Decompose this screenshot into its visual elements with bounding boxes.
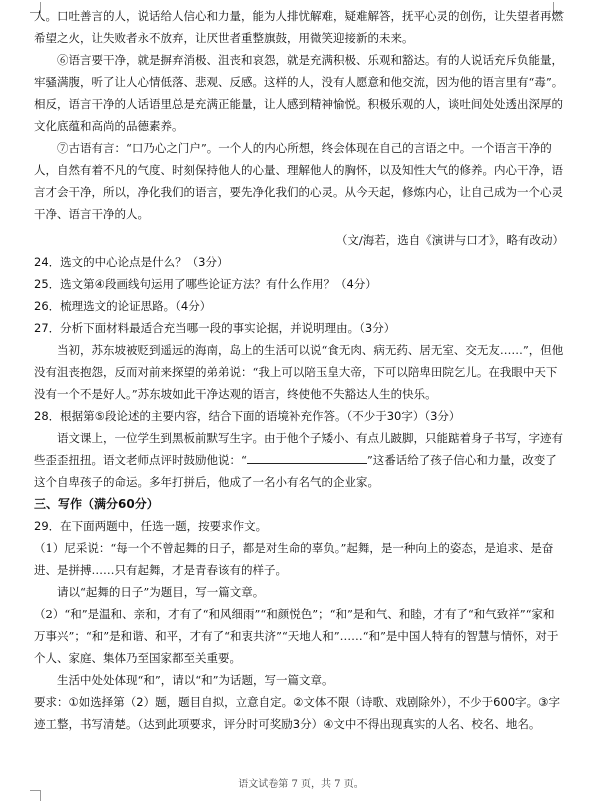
page-content	[34, 5, 564, 735]
question-28-material	[34, 427, 564, 493]
article-source: （文/海若，选自《演讲与口才》，略有改动）	[335, 233, 564, 247]
question-29: 29．在下面两题中，任选一题，按要求作文。	[34, 519, 268, 533]
writing-topic-1-prompt: 请以“起舞的日子”为题目，写一篇文章。	[57, 585, 265, 599]
crop-mark-bottom-left	[30, 790, 41, 801]
answer-blank[interactable]	[247, 451, 367, 464]
question-27: 27．分析下面材料最适合充当哪一段的事实论据，并说明理由。（3分）	[34, 321, 396, 335]
question-28-material-before: 语文课上，一位学生到黑板前默写生字。由于他个子矮小、有点儿跛脚，只能踮着身子书写，字迹有些歪歪扭扭。语文老师点评时鼓励他说：“	[34, 431, 563, 467]
article-paragraph-5-end: 人。口吐善言的人，说话给人信心和力量，能为人排忧解难，疑难解答，抚平心灵的创伤，让失望者再燃希望之火，让失败者永不放弃，让厌世者重整旗鼓，用微笑迎接新的未来。	[34, 9, 563, 45]
question-28-material-after: ”这番话给了孩子信心和力量，改变了这个自卑孩子的命运。多年打拼后，他成了一名小有名气的企业家。	[34, 453, 557, 489]
article-paragraph-7: ⑦古语有言：“口乃心之门户”。一个人的内心所想，终会体现在自己的言语之中。一个语言干净的人，自然有着不凡的气度、时刻保持他人的心量、理解他人的胸怀，以及知性大气的修养。内心干净，语言才会干净，所以，净化我们的语言，要先净化我们的心灵。从今天起，修炼内心，让自己成为一个心灵干净、语言干净的人。	[34, 141, 563, 221]
question-26: 26．梳理选文的论证思路。（4分）	[34, 299, 212, 313]
question-27-material: 当初，苏东坡被贬到遥远的海南，岛上的生活可以说“食无肉、病无药、居无室、交无友……”，但他没有沮丧抱怨，反而对前来探望的弟弟说：“我上可以陪玉皇大帝，下可以陪卑田院乞儿。在我眼中天下没有一个不是好人。”苏东坡如此干净达观的语言，终使他不失豁达人生的快乐。	[34, 343, 564, 401]
section-heading-writing: 三、写作（满分60分）	[34, 497, 159, 511]
writing-topic-2: （2）“和”是温和、亲和，才有了“和风细雨”“和颜悦色”；“和”是和气、和睦，才有了“和气致祥”“家和万事兴”；“和”是和谐、和平，才有了“和衷共济”“天地人和”……“和”是中国人特有的智慧与情怀，对于个人、家庭、集体乃至国家都至关重要。	[34, 607, 559, 665]
question-25: 25．选文第④段画线句运用了哪些论证方法？有什么作用？（4分）	[34, 277, 377, 291]
page-footer: 语文试卷第 7 页，共 7 页。	[238, 779, 364, 790]
writing-topic-1: （1）尼采说：“每一个不曾起舞的日子，都是对生命的辜负。”起舞，是一种向上的姿态，是追求、是奋进、是拼搏……只有起舞，才是青春该有的样子。	[34, 541, 554, 577]
question-28: 28．根据第⑤段论述的主要内容，结合下面的语境补充作答。（不少于30字）（3分）	[34, 409, 461, 423]
question-24: 24．选文的中心论点是什么？（3分）	[34, 255, 229, 269]
writing-requirements: 要求：①如选择第（2）题，题目自拟，立意自定。②文体不限（诗歌、戏剧除外），不少于600字。③字迹工整，书写清楚。（达到此项要求，评分时可奖励3分）④文中不得出现真实的人名、校名、地名。	[34, 695, 560, 731]
article-paragraph-6: ⑥语言要干净，就是摒弃消极、沮丧和哀怨，就是充满积极、乐观和豁达。有的人说话充斥负能量，牢骚满腹，听了让人心情低落、悲观、反感。这样的人，没有人愿意和他交流，因为他的语言里有“毒”。相反，语言干净的人话语里总是充满正能量，让人感到精神愉悦。积极乐观的人，谈吐间处处透出深厚的文化底蕴和高尚的品德素养。	[34, 53, 564, 133]
writing-topic-2-prompt: 生活中处处体现“和”，请以“和”为话题，写一篇文章。	[57, 673, 334, 687]
